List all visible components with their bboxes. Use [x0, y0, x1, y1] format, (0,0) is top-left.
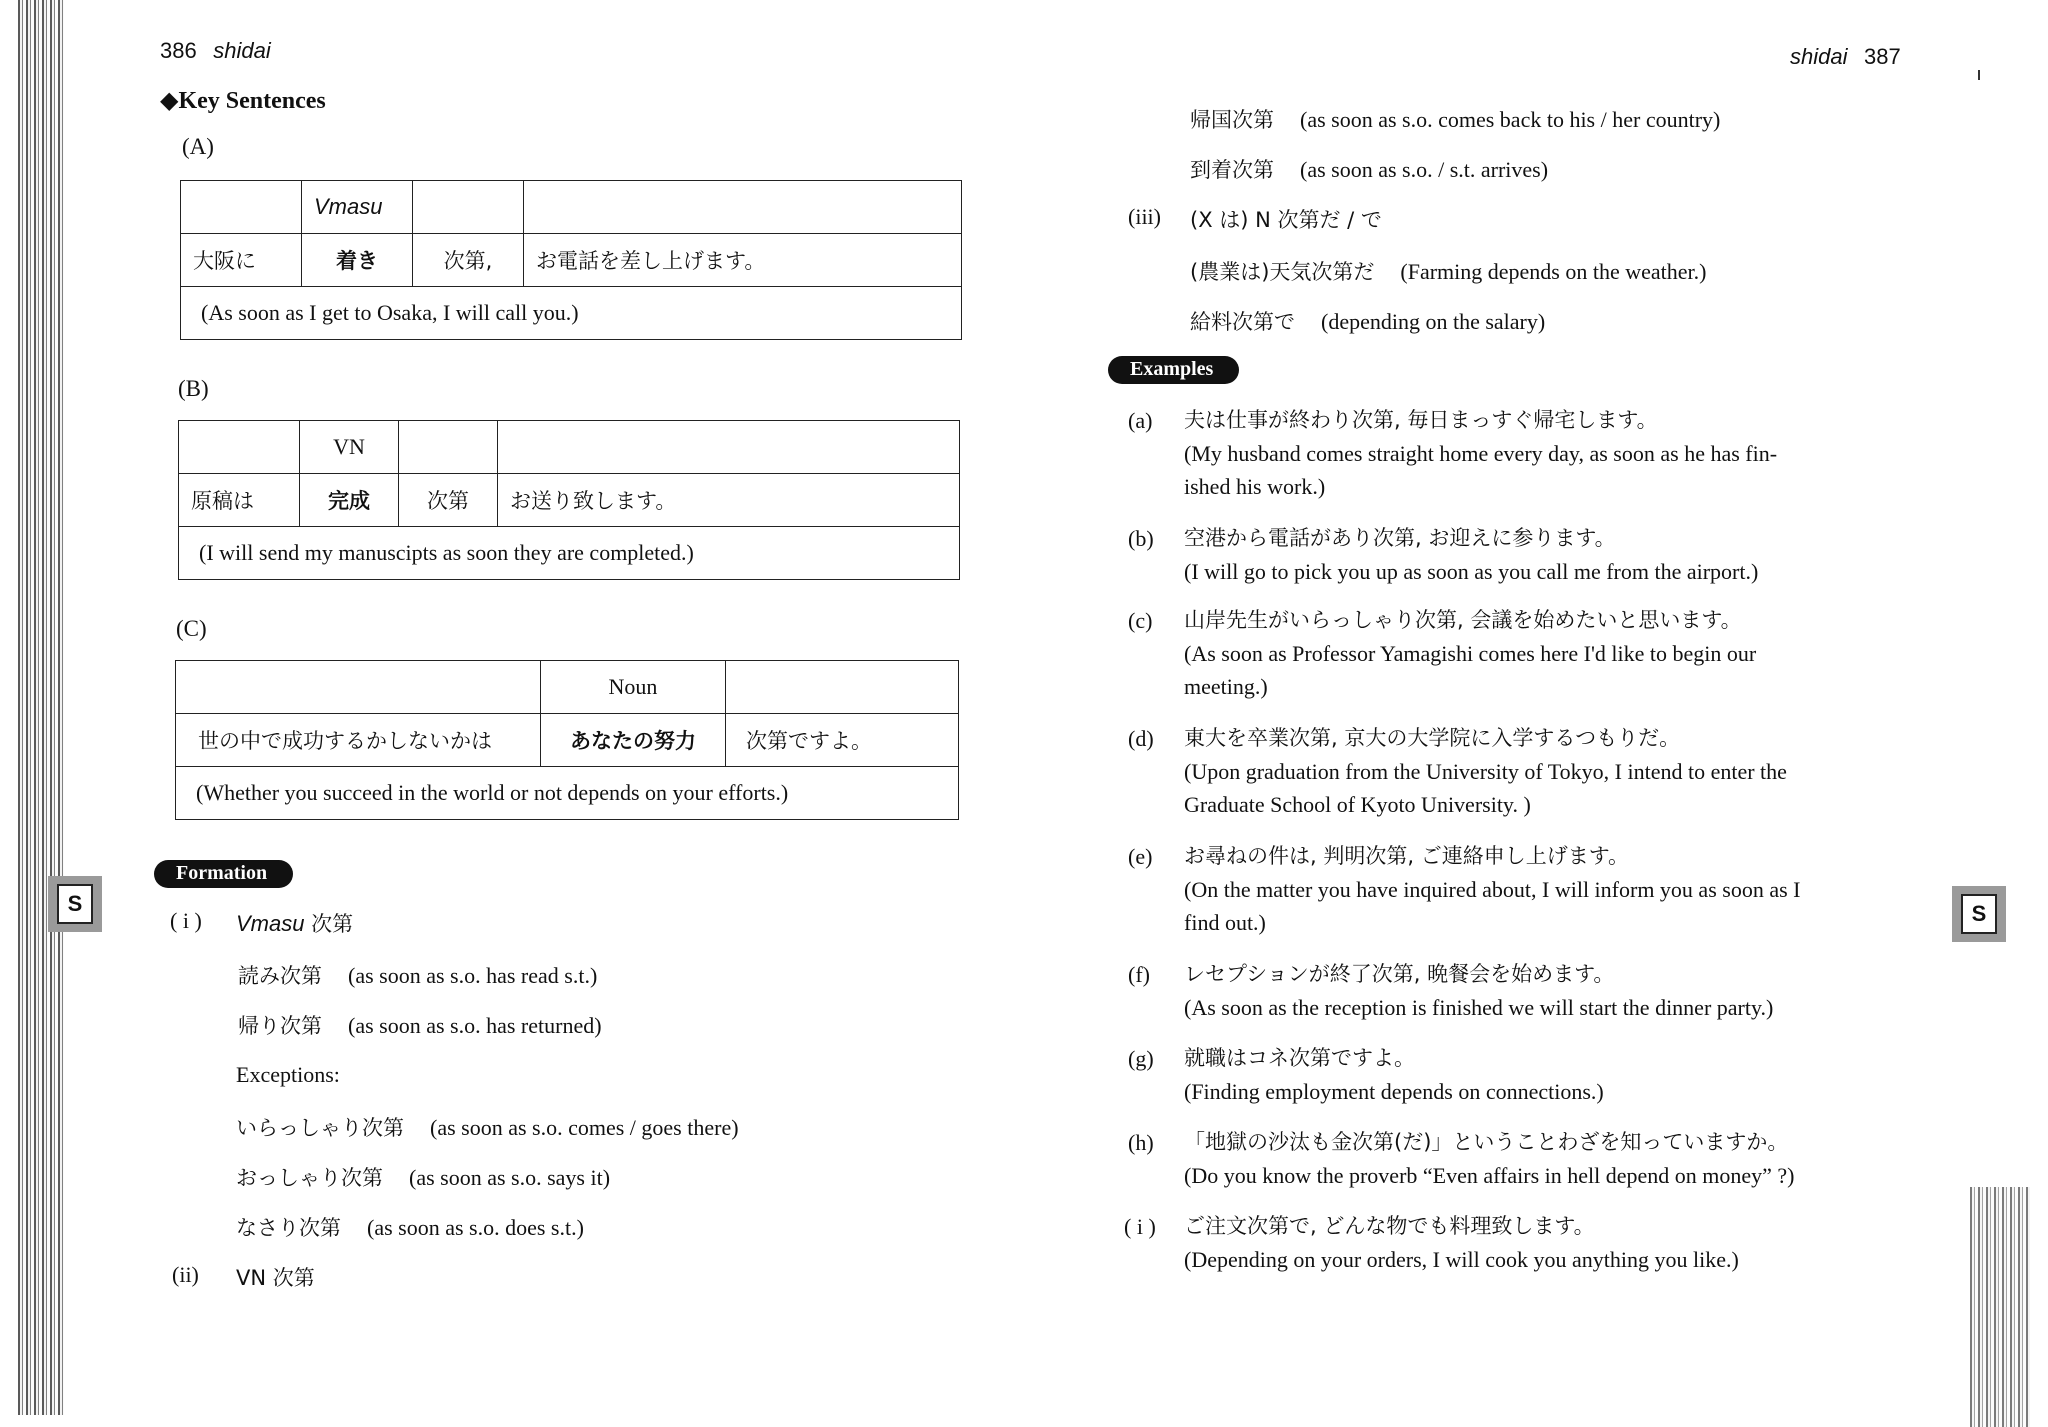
exceptions-label: Exceptions: [236, 1062, 340, 1087]
right-page [1024, 0, 2048, 1427]
key-sentence-table-b [178, 420, 960, 580]
key-sentence-table-a [180, 180, 962, 340]
table-header-cell: VN [300, 421, 399, 474]
table-cell: 世の中で成功するかしないかは [176, 714, 541, 767]
example-item: 夫は仕事が終わり次第, 毎日まっすぐ帰宅します。 (My husband comes straight home every day, as soon as he has fin- ished his work.) [1184, 408, 1778, 499]
example-item: 空港から電話があり次第, お迎えに参ります。 (I will go to pick you up as soon as you call me from the airport.) [1184, 526, 1759, 584]
example-marker: (c) [1128, 608, 1153, 633]
table-cell: 大阪に [181, 234, 302, 287]
formation-item: 給料次第で (depending on the salary) [1190, 309, 1546, 334]
table-cell-highlight: 完成 [300, 474, 399, 527]
example-marker: (a) [1128, 408, 1153, 433]
formation-iii-head: (X は) N 次第だ / で [1190, 208, 1382, 232]
formation-i-marker: ( i ) [170, 908, 202, 933]
table-cell: お送り致します。 [498, 474, 960, 527]
example-marker: (e) [1128, 844, 1153, 869]
section-tab [48, 876, 102, 932]
examples-label: Examples [1108, 356, 1239, 384]
table-cell: 原稿は [179, 474, 300, 527]
table-cell [498, 421, 960, 474]
formation-ii-marker: (ii) [172, 1262, 199, 1287]
formation-item: 読み次第 (as soon as s.o. has read s.t.) [238, 963, 598, 988]
example-item: お尋ねの件は, 判明次第, ご連絡申し上げます。 (On the matter you have inquired about, I will inform you as soon as I find out.) [1184, 844, 1801, 935]
exception-item: おっしゃり次第 (as soon as s.o. says it) [236, 1165, 611, 1190]
formation-item: 帰り次第 (as soon as s.o. has returned) [238, 1013, 602, 1038]
table-header-cell: Noun [541, 661, 726, 714]
formation-i-head [236, 908, 353, 938]
table-cell-highlight: あなたの努力 [541, 714, 726, 767]
left-page-header [160, 38, 271, 64]
table-cell: お電話を差し上げます。 [524, 234, 962, 287]
running-head: shidai [1790, 44, 1848, 69]
example-item: 就職はコネ次第ですよ。 (Finding employment depends on connections.) [1184, 1046, 1604, 1104]
table-cell: 次第 [399, 474, 498, 527]
table-cell-highlight: 着き [302, 234, 413, 287]
formation-ii-head: VN 次第 [236, 1266, 315, 1290]
table-cell [726, 661, 959, 714]
exception-item: なさり次第 (as soon as s.o. does s.t.) [236, 1215, 584, 1240]
table-cell [181, 181, 302, 234]
table-cell: 次第, [413, 234, 524, 287]
section-label-c: (C) [176, 616, 207, 641]
page-number: 387 [1863, 44, 1901, 69]
translation-cell: (As soon as I get to Osaka, I will call you.) [181, 287, 962, 340]
table-cell [179, 421, 300, 474]
key-sentences-heading: ◆Key Sentences [160, 88, 326, 114]
example-marker: (f) [1128, 962, 1150, 987]
example-item: 「地獄の沙汰も金次第(だ)」ということわざを知っていますか。 (Do you know the proverb “Even affairs in hell depend on money” ?) [1184, 1130, 1795, 1188]
example-item: レセプションが終了次第, 晩餐会を始めます。 (As soon as the reception is finished we will start the dinner party.) [1184, 962, 1774, 1020]
example-marker: (h) [1128, 1130, 1154, 1155]
page-number: 386 [160, 38, 197, 63]
translation-cell: (Whether you succeed in the world or not depends on your efforts.) [176, 767, 959, 820]
section-tab [1952, 886, 2006, 942]
formation-item: (農業は)天気次第だ (Farming depends on the weather.) [1190, 259, 1707, 284]
exception-item: いらっしゃり次第 (as soon as s.o. comes / goes there) [236, 1115, 739, 1140]
example-marker: (d) [1128, 726, 1154, 751]
formation-label: Formation [154, 860, 293, 888]
formation-iii-marker: (iii) [1128, 204, 1161, 229]
example-marker: ( i ) [1124, 1214, 1156, 1239]
formation-item: 到着次第 (as soon as s.o. / s.t. arrives) [1190, 157, 1549, 182]
section-label-a: (A) [182, 134, 214, 159]
binding-edge [1970, 1187, 2030, 1427]
table-cell [176, 661, 541, 714]
table-cell [413, 181, 524, 234]
table-cell [399, 421, 498, 474]
table-cell: 次第ですよ。 [726, 714, 959, 767]
example-item: 山岸先生がいらっしゃり次第, 会議を始めたいと思います。 (As soon as Professor Yamagishi comes here I'd like to begin our meeting.) [1184, 608, 1757, 699]
formation-i-head-jp: 次第 [304, 912, 354, 936]
tab-letter: S [57, 884, 93, 924]
formation-i-head-italic: Vmasu [236, 911, 305, 936]
translation-cell: (I will send my manuscipts as soon they are completed.) [179, 527, 960, 580]
tab-letter: S [1961, 894, 1997, 934]
example-marker: (g) [1128, 1046, 1154, 1071]
page-mark [1978, 70, 1980, 80]
example-marker: (b) [1128, 526, 1154, 551]
table-header-cell: Vmasu [302, 181, 413, 234]
table-cell [524, 181, 962, 234]
running-head: shidai [213, 38, 271, 63]
formation-item: 帰国次第 (as soon as s.o. comes back to his / her country) [1190, 107, 1721, 132]
example-item: ご注文次第で, どんな物でも料理致します。 (Depending on your orders, I will cook you anything you like.) [1184, 1214, 1739, 1272]
right-page-header [1790, 44, 1901, 70]
section-label-b: (B) [178, 376, 209, 401]
example-item: 東大を卒業次第, 京大の大学院に入学するつもりだ。 (Upon graduation from the University of Tokyo, I intend to enter the Graduate School of Kyoto University. ) [1184, 726, 1787, 817]
key-sentence-table-c [175, 660, 959, 820]
binding-edge [18, 0, 64, 1415]
